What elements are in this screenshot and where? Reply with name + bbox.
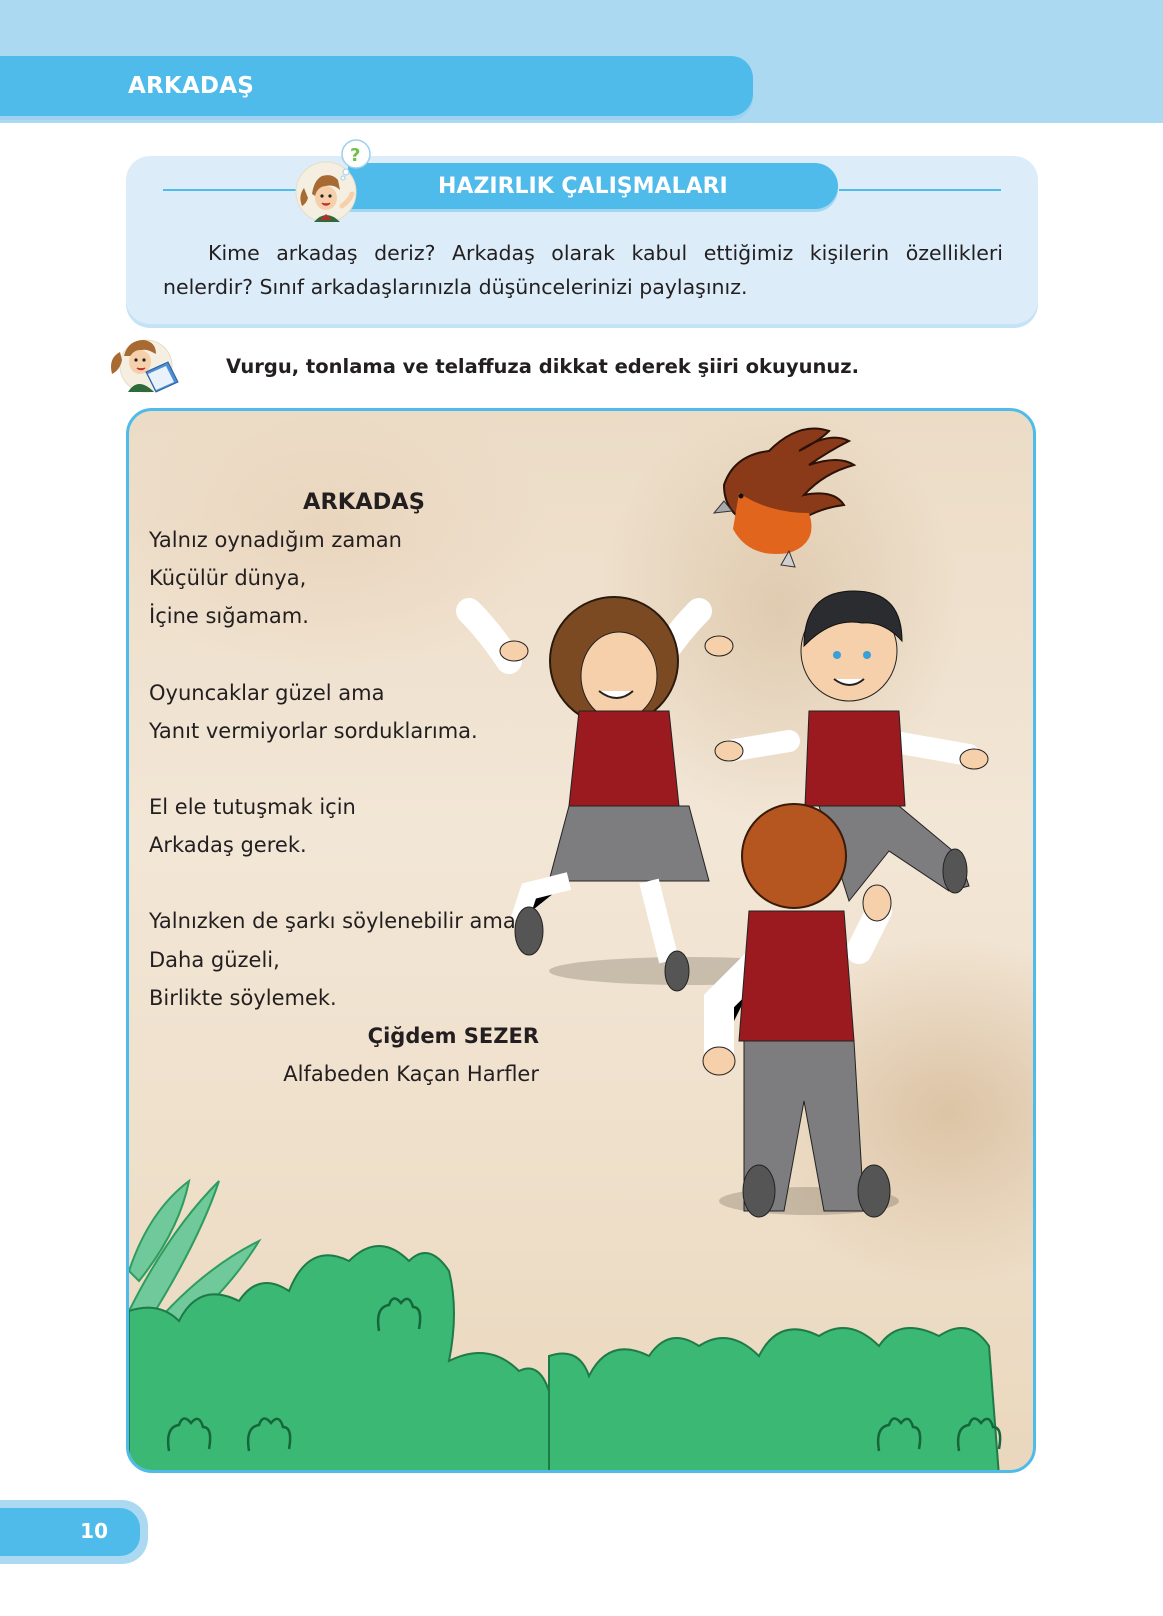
reading-girl-icon xyxy=(100,326,188,396)
chapter-title-bar xyxy=(0,56,753,116)
divider-line-right xyxy=(839,189,1001,191)
poem-stanza-1 xyxy=(149,521,539,636)
poem-line: Arkadaş gerek. xyxy=(149,833,307,858)
bushes xyxy=(129,1246,999,1473)
chapter-title: ARKADAŞ xyxy=(128,73,254,99)
page-number: 10 xyxy=(80,1519,108,1543)
poem-stanza-2 xyxy=(149,674,539,750)
poem-author: Çiğdem SEZER xyxy=(367,1024,539,1049)
poem-title: ARKADAŞ xyxy=(303,489,425,515)
preparation-text: Kime arkadaş deriz? Arkadaş olarak kabul ettiğimiz kişilerin özellikleri nelerdir? Sınıf arkadaşlarınızla düşüncelerinizi paylaşınız. xyxy=(163,241,1003,299)
svg-text:?: ? xyxy=(350,145,361,166)
poem-line: Daha güzeli, xyxy=(149,947,280,972)
poem-line: Yalnızken de şarkı söylenebilir ama xyxy=(149,909,516,934)
poem-line: Oyuncaklar güzel ama xyxy=(149,680,385,705)
preparation-heading: HAZIRLIK ÇALIŞMALARI xyxy=(438,174,728,199)
poem-line: Yalnız oynadığım zaman xyxy=(149,528,402,552)
poem-line: Yanıt vermiyorlar sorduklarıma. xyxy=(149,718,478,743)
poem xyxy=(149,483,539,1093)
poem-card xyxy=(126,408,1036,1473)
poem-line: Birlikte söylemek. xyxy=(149,985,337,1010)
bird-icon xyxy=(714,429,854,568)
poem-line: İçine sığamam. xyxy=(149,604,309,629)
page-number-tab xyxy=(0,1500,148,1564)
poem-stanza-3 xyxy=(149,788,539,864)
page-number-inner xyxy=(0,1508,140,1556)
poem-line: Küçülür dünya, xyxy=(149,566,307,591)
poem-line: El ele tutuşmak için xyxy=(149,795,356,820)
preparation-heading-pill xyxy=(348,163,838,209)
instruction-text: Vurgu, tonlama ve telaffuza dikkat ederek şiiri okuyunuz. xyxy=(226,355,860,378)
poem-source: Alfabeden Kaçan Harfler xyxy=(283,1062,539,1087)
thinking-girl-question-icon xyxy=(286,136,378,228)
poem-stanza-4 xyxy=(149,902,539,1017)
preparation-box xyxy=(126,145,1038,324)
